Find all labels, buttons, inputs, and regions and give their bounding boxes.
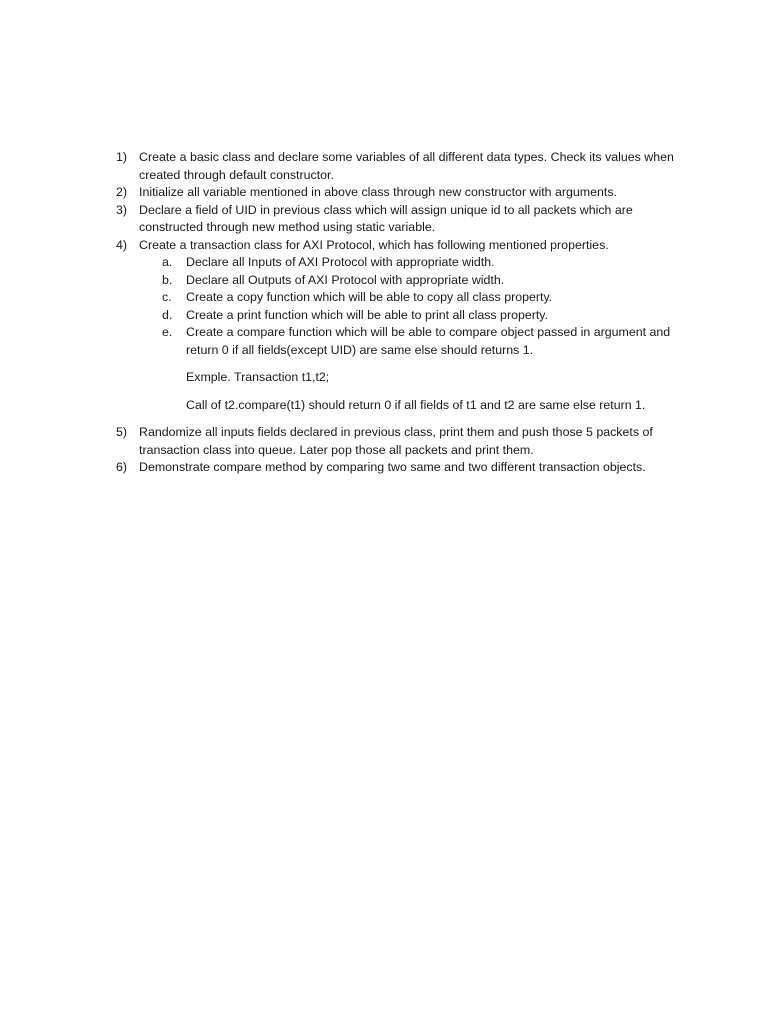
sub-list-item-text: Create a compare function which will be able to compare object passed in argument and return 0 if all fields(except UID) are same else should returns 1.	[186, 325, 671, 357]
list-item-number: 4)	[116, 237, 128, 252]
list-item-number: 5)	[116, 425, 128, 439]
example-line: Exmple. Transaction t1,t2;	[186, 370, 330, 384]
sub-list-item-letter: c.	[162, 290, 172, 304]
list-item	[0, 202, 679, 237]
list-item	[0, 237, 679, 255]
example-line: Call of t2.compare(t1) should return 0 if all fields of t1 and t2 are same else return 1.	[186, 397, 646, 412]
sub-list	[0, 254, 768, 359]
sub-list-item-text: Create a print function which will be able to print all class property.	[186, 307, 549, 322]
list-item-text: Create a basic class and declare some variables of all different data types. Check its values when created through default constructor.	[139, 150, 674, 182]
sub-list-item	[0, 324, 686, 359]
list-item-number: 2)	[116, 185, 128, 199]
sub-list-item	[0, 307, 686, 325]
list-item-text: Declare a field of UID in previous class which will assign unique id to all packets which are constructed through new method using static variable.	[139, 202, 633, 234]
list-item	[0, 149, 679, 184]
list-item-text: Initialize all variable mentioned in above class through new constructor with arguments.	[139, 185, 617, 199]
list-item-text: Randomize all inputs fields declared in previous class, print them and push those 5 packets of transaction class into queue. Later pop those all packets and print them.	[139, 425, 653, 457]
sub-list-item	[0, 272, 686, 290]
sub-list-item-text: Declare all Outputs of AXI Protocol with appropriate width.	[186, 272, 505, 287]
sub-list-item-letter: e.	[162, 325, 173, 339]
sub-list-item-text: Declare all Inputs of AXI Protocol with appropriate width.	[186, 255, 495, 269]
list-item-number: 6)	[116, 460, 128, 474]
sub-list-item-letter: d.	[162, 307, 173, 322]
sub-list-item	[0, 254, 686, 272]
list-item	[0, 424, 679, 459]
list-item-number: 1)	[116, 150, 128, 164]
list-item-number: 3)	[116, 202, 128, 217]
list-item	[0, 459, 679, 477]
list-item	[0, 184, 679, 202]
sub-list-item-text: Create a copy function which will be able to copy all class property.	[186, 290, 553, 304]
list-item-text: Demonstrate compare method by comparing two same and two different transaction objects.	[139, 460, 646, 474]
list-item-text: Create a transaction class for AXI Protocol, which has following mentioned properties.	[139, 237, 609, 252]
numbered-list	[0, 149, 768, 477]
sub-list-item-letter: b.	[162, 272, 173, 287]
sub-list-item	[0, 289, 686, 307]
sub-list-item-letter: a.	[162, 255, 173, 269]
